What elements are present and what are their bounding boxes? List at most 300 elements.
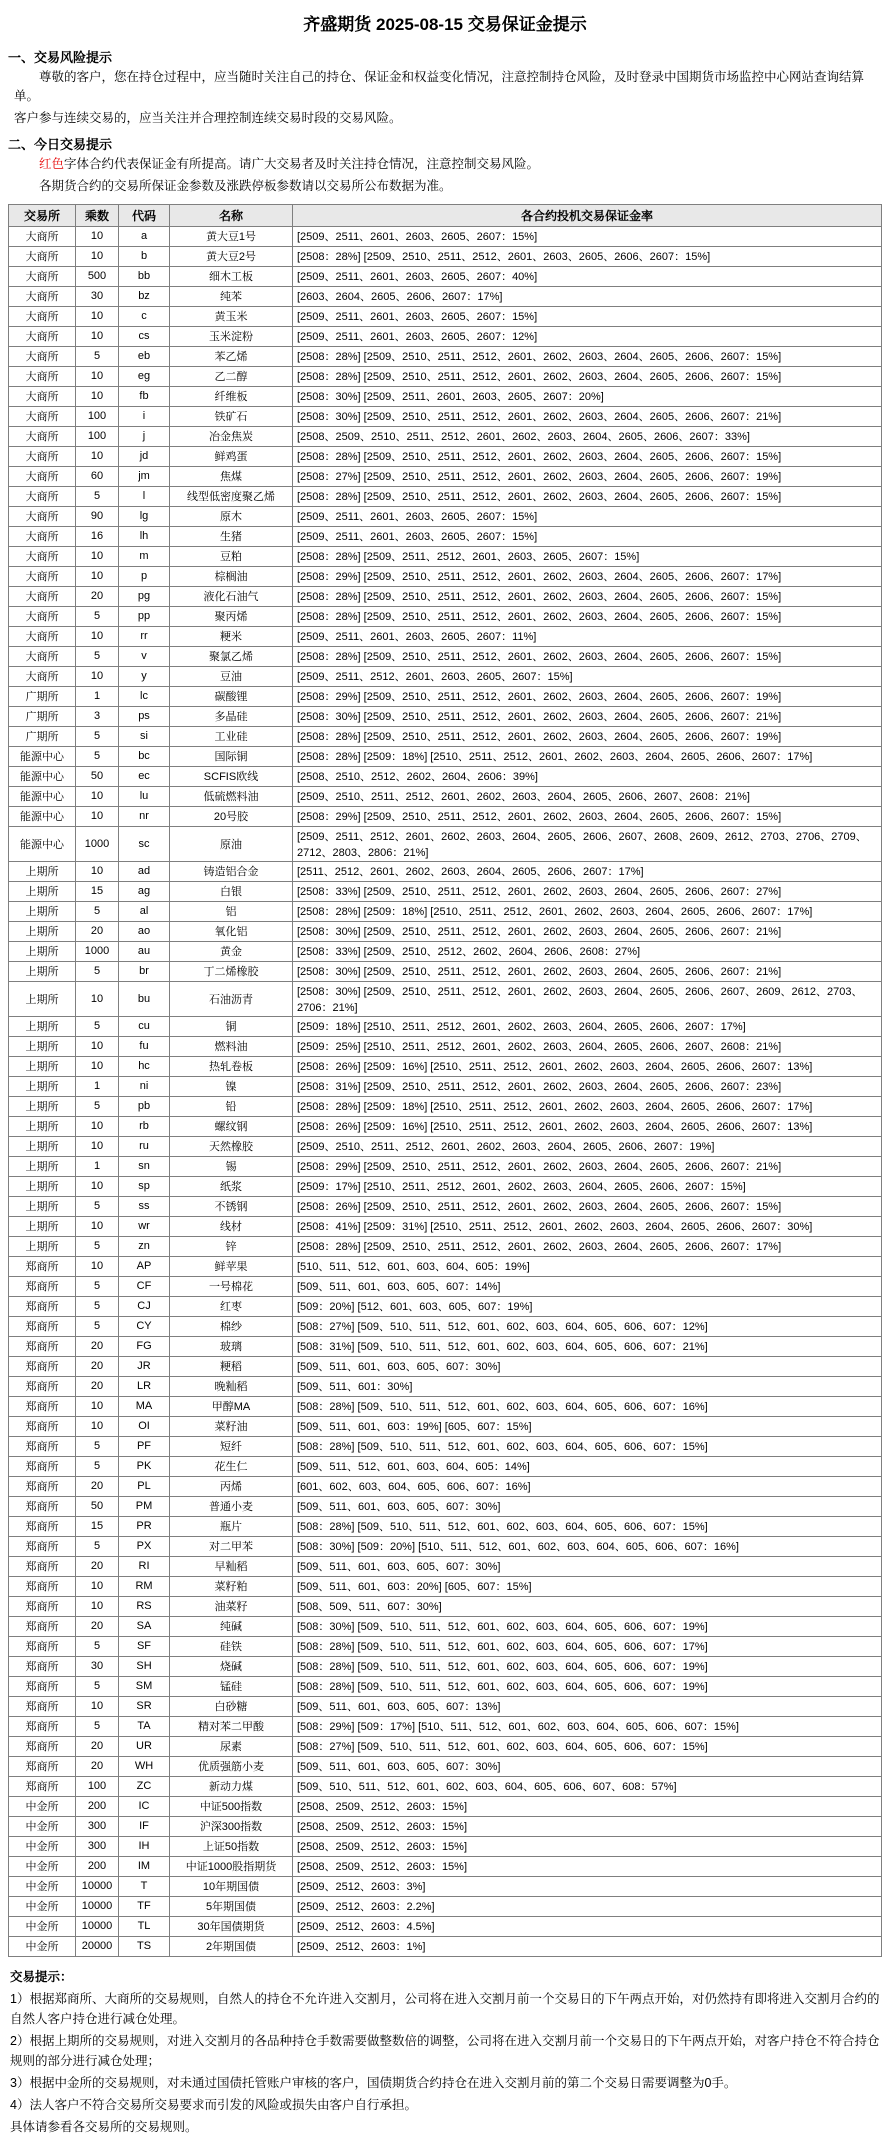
cell-code: SF — [119, 1636, 170, 1656]
cell-code: al — [119, 901, 170, 921]
table-row — [9, 1716, 882, 1736]
cell-rate: [2509、2512、2603：3%] — [293, 1876, 882, 1896]
cell-exchange: 上期所 — [9, 1176, 76, 1196]
cell-rate: [508：28%] [509、510、511、512、601、602、603、604、605、606、607：15%] — [293, 1516, 882, 1536]
cell-code: bc — [119, 746, 170, 766]
cell-code: au — [119, 941, 170, 961]
cell-multiplier: 20 — [76, 1336, 119, 1356]
cell-multiplier: 1 — [76, 1156, 119, 1176]
table-row — [9, 1036, 882, 1056]
cell-name: 天然橡胶 — [170, 1136, 293, 1156]
cell-code: TS — [119, 1936, 170, 1956]
cell-multiplier: 30 — [76, 1656, 119, 1676]
table-row — [9, 606, 882, 626]
cell-rate: [2508：30%] [2509、2510、2511、2512、2601、2602、2603、2604、2605、2606、2607、2609、2612、2703、2706：21%] — [293, 981, 882, 1016]
cell-rate: [2509、2511、2601、2603、2605、2607：15%] — [293, 306, 882, 326]
cell-exchange: 上期所 — [9, 1216, 76, 1236]
cell-rate: [2509、2511、2601、2603、2605、2607：15%] — [293, 506, 882, 526]
cell-code: a — [119, 226, 170, 246]
table-row — [9, 666, 882, 686]
cell-multiplier: 10 — [76, 626, 119, 646]
cell-exchange: 广期所 — [9, 726, 76, 746]
cell-code: IF — [119, 1816, 170, 1836]
note-item: 2）根据上期所的交易规则，对进入交割月的各品种持仓手数需要做整数倍的调整，公司将在进入交割月前一个交易日的下午两点开始，对客户持仓不符合持仓规则的部分进行减仓处理； — [10, 2033, 880, 2068]
cell-rate: [2508：30%] [2509、2510、2511、2512、2601、2602、2603、2604、2605、2606、2607：21%] — [293, 921, 882, 941]
cell-code: lu — [119, 786, 170, 806]
cell-multiplier: 10 — [76, 446, 119, 466]
cell-code: jd — [119, 446, 170, 466]
cell-exchange: 大商所 — [9, 646, 76, 666]
table-row — [9, 1516, 882, 1536]
table-row — [9, 1096, 882, 1116]
table-row — [9, 466, 882, 486]
cell-name: 新动力煤 — [170, 1776, 293, 1796]
cell-rate: [2509、2511、2512、2601、2603、2605、2607：15%] — [293, 666, 882, 686]
cell-exchange: 郑商所 — [9, 1296, 76, 1316]
table-row — [9, 546, 882, 566]
cell-exchange: 上期所 — [9, 1016, 76, 1036]
cell-rate: [2508、2510、2512、2602、2604、2606：39%] — [293, 766, 882, 786]
cell-name: 苯乙烯 — [170, 346, 293, 366]
cell-exchange: 上期所 — [9, 921, 76, 941]
col-exchange: 交易所 — [9, 204, 76, 226]
cell-code: bu — [119, 981, 170, 1016]
table-row — [9, 286, 882, 306]
cell-rate: [508：30%] [509、510、511、512、601、602、603、604、605、606、607：19%] — [293, 1616, 882, 1636]
cell-rate: [2509、2511、2601、2603、2605、2607：40%] — [293, 266, 882, 286]
cell-exchange: 上期所 — [9, 1076, 76, 1096]
table-row — [9, 1476, 882, 1496]
cell-name: 纯苯 — [170, 286, 293, 306]
cell-name: 铅 — [170, 1096, 293, 1116]
cell-multiplier: 10 — [76, 1416, 119, 1436]
section-1-paragraph-2: 客户参与连续交易的，应当关注并合理控制连续交易时段的交易风险。 — [14, 110, 402, 125]
cell-multiplier: 10 — [76, 1136, 119, 1156]
cell-name: 聚丙烯 — [170, 606, 293, 626]
cell-name: 石油沥青 — [170, 981, 293, 1016]
cell-code: LR — [119, 1376, 170, 1396]
table-row — [9, 646, 882, 666]
cell-multiplier: 5 — [76, 1316, 119, 1336]
cell-rate: [508：28%] [509、510、511、512、601、602、603、604、605、606、607：19%] — [293, 1656, 882, 1676]
table-row — [9, 1856, 882, 1876]
cell-multiplier: 20 — [76, 1736, 119, 1756]
cell-multiplier: 20 — [76, 586, 119, 606]
cell-multiplier: 10 — [76, 1056, 119, 1076]
cell-multiplier: 100 — [76, 406, 119, 426]
cell-exchange: 郑商所 — [9, 1536, 76, 1556]
table-row — [9, 1236, 882, 1256]
cell-rate: [2508：28%] [2509、2510、2511、2512、2601、2602、2603、2604、2605、2606、2607：15%] — [293, 486, 882, 506]
cell-name: 红枣 — [170, 1296, 293, 1316]
notes-footer: 具体请参看各交易所的交易规则。 — [10, 2119, 198, 2134]
cell-exchange: 中金所 — [9, 1836, 76, 1856]
cell-code: sc — [119, 826, 170, 861]
cell-name: 白银 — [170, 881, 293, 901]
cell-exchange: 上期所 — [9, 1196, 76, 1216]
cell-exchange: 郑商所 — [9, 1436, 76, 1456]
cell-rate: [509、511、601、603、605、607：13%] — [293, 1696, 882, 1716]
cell-rate: [2508：29%] [2509、2510、2511、2512、2601、2602、2603、2604、2605、2606、2607：21%] — [293, 1156, 882, 1176]
notes-block — [0, 1957, 890, 2137]
cell-multiplier: 15 — [76, 881, 119, 901]
cell-code: lg — [119, 506, 170, 526]
cell-rate: [509、510、511、512、601、602、603、604、605、606、607、608：57%] — [293, 1776, 882, 1796]
cell-code: eg — [119, 366, 170, 386]
cell-name: 焦煤 — [170, 466, 293, 486]
cell-name: 棉纱 — [170, 1316, 293, 1336]
section-1-paragraph-1: 尊敬的客户，您在持仓过程中，应当随时关注自己的持仓、保证金和权益变化情况，注意控制持仓风险，及时登录中国期货市场监控中心网站查询结算单。 — [14, 70, 865, 104]
table-body — [9, 226, 882, 1956]
table-row — [9, 1616, 882, 1636]
cell-rate: [2508：28%] [2509：18%] [2510、2511、2512、2601、2602、2603、2604、2605、2606、2607：17%] — [293, 1096, 882, 1116]
cell-name: 白砂糖 — [170, 1696, 293, 1716]
cell-rate: [2508：26%] [2509：16%] [2510、2511、2512、2601、2602、2603、2604、2605、2606、2607：13%] — [293, 1056, 882, 1076]
cell-code: rb — [119, 1116, 170, 1136]
table-row — [9, 1216, 882, 1236]
cell-exchange: 大商所 — [9, 586, 76, 606]
table-row — [9, 1556, 882, 1576]
cell-exchange: 广期所 — [9, 706, 76, 726]
cell-name: 丙烯 — [170, 1476, 293, 1496]
cell-exchange: 上期所 — [9, 1136, 76, 1156]
cell-multiplier: 10 — [76, 326, 119, 346]
cell-code: SR — [119, 1696, 170, 1716]
table-row — [9, 526, 882, 546]
cell-exchange: 大商所 — [9, 506, 76, 526]
cell-name: 10年期国债 — [170, 1876, 293, 1896]
cell-multiplier: 5 — [76, 746, 119, 766]
section-1-heading: 一、交易风险提示 — [8, 50, 113, 65]
cell-rate: [2508：28%] [2509、2510、2511、2512、2601、2602、2603、2604、2605、2606、2607：15%] — [293, 366, 882, 386]
cell-code: ss — [119, 1196, 170, 1216]
cell-multiplier: 10 — [76, 806, 119, 826]
cell-rate: [601、602、603、604、605、606、607：16%] — [293, 1476, 882, 1496]
cell-exchange: 大商所 — [9, 366, 76, 386]
cell-code: sp — [119, 1176, 170, 1196]
cell-multiplier: 5 — [76, 1456, 119, 1476]
cell-rate: [509、511、601、603：20%] [605、607：15%] — [293, 1576, 882, 1596]
cell-multiplier: 5 — [76, 1196, 119, 1216]
cell-exchange: 郑商所 — [9, 1376, 76, 1396]
cell-rate: [2508：28%] [2509、2511、2512、2601、2603、2605、2607：15%] — [293, 546, 882, 566]
cell-code: jm — [119, 466, 170, 486]
cell-name: 硅铁 — [170, 1636, 293, 1656]
cell-rate: [2508：28%] [2509、2510、2511、2512、2601、2602、2603、2604、2605、2606、2607：19%] — [293, 726, 882, 746]
cell-name: 纤维板 — [170, 386, 293, 406]
cell-name: 燃料油 — [170, 1036, 293, 1056]
cell-name: 上证50指数 — [170, 1836, 293, 1856]
cell-exchange: 郑商所 — [9, 1496, 76, 1516]
cell-multiplier: 20000 — [76, 1936, 119, 1956]
cell-multiplier: 5 — [76, 1276, 119, 1296]
cell-multiplier: 10000 — [76, 1876, 119, 1896]
cell-name: 铸造铝合金 — [170, 861, 293, 881]
cell-name: SCFIS欧线 — [170, 766, 293, 786]
cell-rate: [2508：28%] [2509、2510、2511、2512、2601、2603、2605、2606、2607：15%] — [293, 246, 882, 266]
cell-code: SA — [119, 1616, 170, 1636]
cell-rate: [2508：28%] [2509：18%] [2510、2511、2512、2601、2602、2603、2604、2605、2606、2607：17%] — [293, 901, 882, 921]
cell-multiplier: 30 — [76, 286, 119, 306]
cell-exchange: 大商所 — [9, 406, 76, 426]
cell-rate: [508：31%] [509、510、511、512、601、602、603、604、605、606、607：21%] — [293, 1336, 882, 1356]
cell-exchange: 郑商所 — [9, 1676, 76, 1696]
cell-multiplier: 20 — [76, 1756, 119, 1776]
cell-rate: [2508：28%] [2509、2510、2511、2512、2601、2602、2603、2604、2605、2606、2607：15%] — [293, 586, 882, 606]
cell-name: 玉米淀粉 — [170, 326, 293, 346]
cell-multiplier: 5 — [76, 1096, 119, 1116]
cell-code: pp — [119, 606, 170, 626]
cell-code: ao — [119, 921, 170, 941]
table-row — [9, 1196, 882, 1216]
cell-code: RI — [119, 1556, 170, 1576]
cell-code: SM — [119, 1676, 170, 1696]
cell-rate: [2508、2509、2512、2603：15%] — [293, 1816, 882, 1836]
table-row — [9, 1896, 882, 1916]
cell-name: 甲醇MA — [170, 1396, 293, 1416]
cell-code: nr — [119, 806, 170, 826]
cell-name: 液化石油气 — [170, 586, 293, 606]
cell-rate: [2508：26%] [2509、2510、2511、2512、2601、2602、2603、2604、2605、2606、2607：15%] — [293, 1196, 882, 1216]
cell-code: sn — [119, 1156, 170, 1176]
cell-code: ag — [119, 881, 170, 901]
margin-rate-table — [8, 204, 882, 1957]
cell-code: CJ — [119, 1296, 170, 1316]
cell-name: 粳稻 — [170, 1356, 293, 1376]
cell-code: FG — [119, 1336, 170, 1356]
cell-exchange: 上期所 — [9, 901, 76, 921]
cell-rate: [2508：27%] [2509、2510、2511、2512、2601、2602、2603、2604、2605、2606、2607：19%] — [293, 466, 882, 486]
cell-exchange: 上期所 — [9, 1116, 76, 1136]
cell-exchange: 中金所 — [9, 1916, 76, 1936]
cell-rate: [2509、2512、2603：2.2%] — [293, 1896, 882, 1916]
cell-exchange: 大商所 — [9, 566, 76, 586]
cell-code: m — [119, 546, 170, 566]
cell-rate: [2508、2509、2512、2603：15%] — [293, 1796, 882, 1816]
cell-code: l — [119, 486, 170, 506]
table-row — [9, 1016, 882, 1036]
cell-exchange: 中金所 — [9, 1896, 76, 1916]
cell-multiplier: 10 — [76, 1216, 119, 1236]
cell-exchange: 上期所 — [9, 1096, 76, 1116]
cell-name: 一号棉花 — [170, 1276, 293, 1296]
note-item: 1）根据郑商所、大商所的交易规则，自然人的持仓不允许进入交割月，公司将在进入交割月前一个交易日的下午两点开始，对仍然持有即将进入交割月合约的自然人客户持仓进行减仓处理。 — [10, 1991, 880, 2026]
cell-code: T — [119, 1876, 170, 1896]
cell-multiplier: 10 — [76, 566, 119, 586]
cell-name: 乙二醇 — [170, 366, 293, 386]
table-row — [9, 486, 882, 506]
cell-rate: [2508：30%] [2509、2511、2601、2603、2605、2607：20%] — [293, 386, 882, 406]
table-row — [9, 366, 882, 386]
cell-code: fu — [119, 1036, 170, 1056]
section-2-heading: 二、今日交易提示 — [8, 137, 113, 153]
cell-name: 低硫燃料油 — [170, 786, 293, 806]
cell-exchange: 上期所 — [9, 881, 76, 901]
cell-multiplier: 10 — [76, 1036, 119, 1056]
notes-heading: 交易提示： — [10, 1969, 73, 1984]
cell-exchange: 大商所 — [9, 526, 76, 546]
cell-exchange: 上期所 — [9, 861, 76, 881]
cell-multiplier: 5 — [76, 606, 119, 626]
cell-exchange: 大商所 — [9, 666, 76, 686]
table-row — [9, 1376, 882, 1396]
table-row — [9, 826, 882, 861]
cell-name: 精对苯二甲酸 — [170, 1716, 293, 1736]
table-row — [9, 766, 882, 786]
cell-exchange: 郑商所 — [9, 1336, 76, 1356]
col-code: 代码 — [119, 204, 170, 226]
cell-multiplier: 200 — [76, 1796, 119, 1816]
table-row — [9, 1116, 882, 1136]
cell-rate: [2508：29%] [2509、2510、2511、2512、2601、2602、2603、2604、2605、2606、2607：17%] — [293, 566, 882, 586]
cell-rate: [508：28%] [509、510、511、512、601、602、603、604、605、606、607：15%] — [293, 1436, 882, 1456]
cell-multiplier: 1000 — [76, 826, 119, 861]
cell-multiplier: 1 — [76, 1076, 119, 1096]
table-row — [9, 246, 882, 266]
cell-exchange: 郑商所 — [9, 1596, 76, 1616]
table-row — [9, 1936, 882, 1956]
cell-rate: [509、511、601：30%] — [293, 1376, 882, 1396]
cell-multiplier: 10 — [76, 546, 119, 566]
cell-code: IM — [119, 1856, 170, 1876]
table-row — [9, 1156, 882, 1176]
cell-exchange: 中金所 — [9, 1796, 76, 1816]
table-row — [9, 1256, 882, 1276]
cell-name: 原油 — [170, 826, 293, 861]
cell-multiplier: 10 — [76, 1696, 119, 1716]
cell-multiplier: 5 — [76, 1636, 119, 1656]
cell-code: ZC — [119, 1776, 170, 1796]
note-item: 3）根据中金所的交易规则，对未通过国债托管账户审核的客户，国债期货合约持仓在进入交割月前的第二个交易日需要调整为0手。 — [10, 2075, 737, 2090]
cell-code: br — [119, 961, 170, 981]
cell-multiplier: 50 — [76, 1496, 119, 1516]
cell-code: OI — [119, 1416, 170, 1436]
cell-rate: [2508：28%] [2509、2510、2511、2512、2601、2602、2603、2604、2605、2606、2607：15%] — [293, 346, 882, 366]
cell-name: 多晶硅 — [170, 706, 293, 726]
table-row — [9, 786, 882, 806]
cell-code: PR — [119, 1516, 170, 1536]
cell-multiplier: 10000 — [76, 1896, 119, 1916]
cell-exchange: 大商所 — [9, 466, 76, 486]
cell-exchange: 中金所 — [9, 1936, 76, 1956]
cell-name: 短纤 — [170, 1436, 293, 1456]
cell-code: TA — [119, 1716, 170, 1736]
table-row — [9, 686, 882, 706]
cell-rate: [2509、2512、2603：4.5%] — [293, 1916, 882, 1936]
cell-exchange: 郑商所 — [9, 1456, 76, 1476]
cell-exchange: 郑商所 — [9, 1616, 76, 1636]
table-row — [9, 746, 882, 766]
cell-multiplier: 50 — [76, 766, 119, 786]
cell-multiplier: 10 — [76, 226, 119, 246]
table-row — [9, 881, 882, 901]
cell-name: 线型低密度聚乙烯 — [170, 486, 293, 506]
cell-rate: [2509、2511、2601、2603、2605、2607：15%] — [293, 226, 882, 246]
cell-name: 锌 — [170, 1236, 293, 1256]
cell-exchange: 能源中心 — [9, 826, 76, 861]
cell-code: pb — [119, 1096, 170, 1116]
cell-code: PK — [119, 1456, 170, 1476]
cell-code: WH — [119, 1756, 170, 1776]
cell-exchange: 大商所 — [9, 626, 76, 646]
cell-rate: [509、511、601、603、605、607：30%] — [293, 1756, 882, 1776]
cell-rate: [2508：31%] [2509、2510、2511、2512、2601、2602、2603、2604、2605、2606、2607：23%] — [293, 1076, 882, 1096]
cell-name: 不锈钢 — [170, 1196, 293, 1216]
table-row — [9, 326, 882, 346]
cell-multiplier: 5 — [76, 1236, 119, 1256]
table-row — [9, 1456, 882, 1476]
cell-multiplier: 10 — [76, 981, 119, 1016]
table-row — [9, 1076, 882, 1096]
cell-rate: [2508：28%] [2509、2510、2511、2512、2601、2602、2603、2604、2605、2606、2607：17%] — [293, 1236, 882, 1256]
table-row — [9, 1596, 882, 1616]
cell-code: si — [119, 726, 170, 746]
cell-multiplier: 20 — [76, 1616, 119, 1636]
cell-exchange: 郑商所 — [9, 1316, 76, 1336]
cell-exchange: 大商所 — [9, 246, 76, 266]
cell-name: 工业硅 — [170, 726, 293, 746]
cell-code: eb — [119, 346, 170, 366]
cell-multiplier: 16 — [76, 526, 119, 546]
cell-exchange: 上期所 — [9, 1236, 76, 1256]
cell-rate: [2509、2510、2511、2512、2601、2602、2603、2604、2605、2606、2607：19%] — [293, 1136, 882, 1156]
cell-multiplier: 5 — [76, 1676, 119, 1696]
cell-name: 烧碱 — [170, 1656, 293, 1676]
cell-multiplier: 10 — [76, 861, 119, 881]
cell-code: CF — [119, 1276, 170, 1296]
cell-code: JR — [119, 1356, 170, 1376]
col-name: 名称 — [170, 204, 293, 226]
cell-exchange: 大商所 — [9, 426, 76, 446]
table-row — [9, 386, 882, 406]
cell-code: AP — [119, 1256, 170, 1276]
cell-name: 鲜鸡蛋 — [170, 446, 293, 466]
cell-code: UR — [119, 1736, 170, 1756]
cell-code: IH — [119, 1836, 170, 1856]
table-row — [9, 1296, 882, 1316]
cell-code: wr — [119, 1216, 170, 1236]
cell-rate: [2509：17%] [2510、2511、2512、2601、2602、2603、2604、2605、2606、2607：15%] — [293, 1176, 882, 1196]
table-row — [9, 1276, 882, 1296]
table-row — [9, 1416, 882, 1436]
cell-exchange: 上期所 — [9, 1036, 76, 1056]
cell-rate: [2508：30%] [2509、2510、2511、2512、2601、2602、2603、2604、2605、2606、2607：21%] — [293, 961, 882, 981]
cell-exchange: 郑商所 — [9, 1516, 76, 1536]
cell-name: 中证500指数 — [170, 1796, 293, 1816]
cell-exchange: 大商所 — [9, 606, 76, 626]
cell-code: ec — [119, 766, 170, 786]
cell-exchange: 上期所 — [9, 981, 76, 1016]
cell-name: 普通小麦 — [170, 1496, 293, 1516]
table-row — [9, 921, 882, 941]
cell-name: 黄大豆1号 — [170, 226, 293, 246]
cell-rate: [2508：41%] [2509：31%] [2510、2511、2512、2601、2602、2603、2604、2605、2606、2607：30%] — [293, 1216, 882, 1236]
cell-name: 丁二烯橡胶 — [170, 961, 293, 981]
table-row — [9, 1696, 882, 1716]
cell-code: TL — [119, 1916, 170, 1936]
cell-name: 生猪 — [170, 526, 293, 546]
cell-rate: [2509、2511、2601、2603、2605、2607：15%] — [293, 526, 882, 546]
table-header-row — [9, 204, 882, 226]
cell-exchange: 大商所 — [9, 266, 76, 286]
cell-rate: [2509、2511、2601、2603、2605、2607：12%] — [293, 326, 882, 346]
cell-multiplier: 500 — [76, 266, 119, 286]
cell-rate: [2508：29%] [2509、2510、2511、2512、2601、2602、2603、2604、2605、2606、2607：19%] — [293, 686, 882, 706]
cell-code: j — [119, 426, 170, 446]
cell-multiplier: 15 — [76, 1516, 119, 1536]
cell-multiplier: 5 — [76, 1296, 119, 1316]
cell-code: PL — [119, 1476, 170, 1496]
